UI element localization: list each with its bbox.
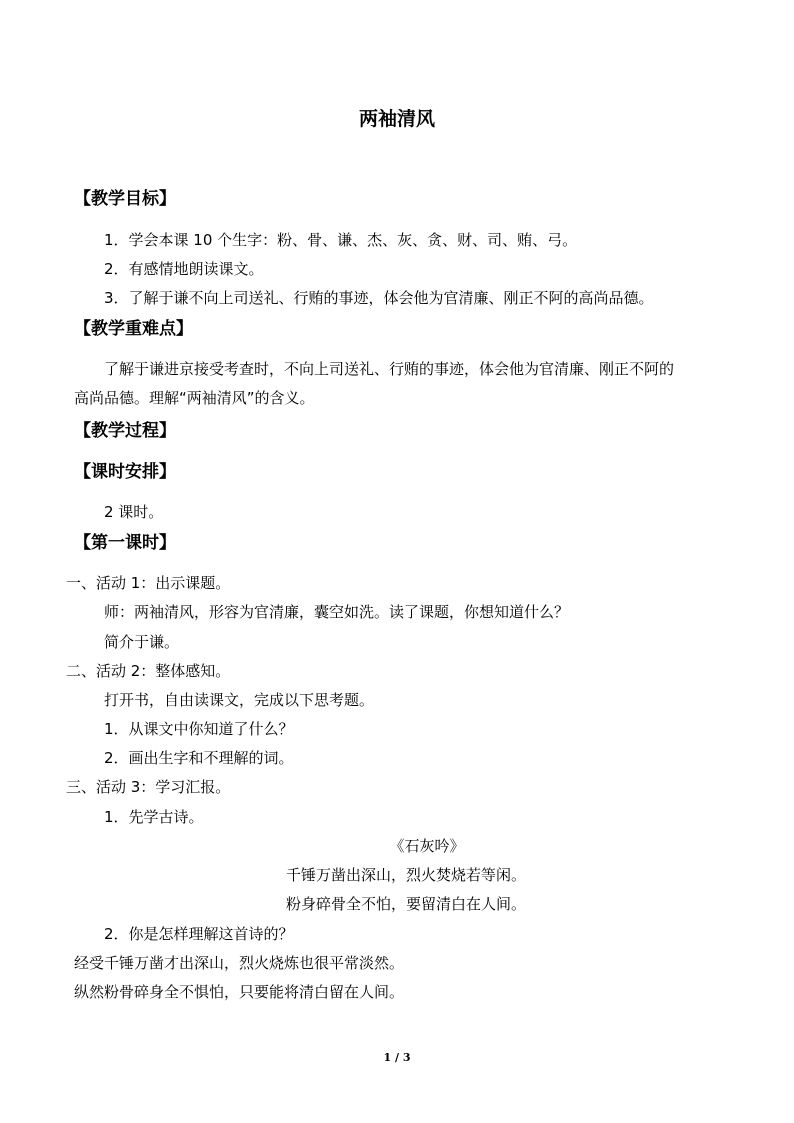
activity-3-line-1: 1．先学古诗。 — [104, 808, 204, 826]
key-points-line-1: 了解于谦进京接受考查时，不向上司送礼、行贿的事迹，体会他为官清廉、刚正不阿的 — [104, 360, 675, 378]
section-heading-process: 【教学过程】 — [74, 421, 176, 441]
poem-question: 2．你是怎样理解这首诗的？ — [104, 925, 294, 943]
activity-2-line-1: 打开书，自由读课文，完成以下思考题。 — [104, 691, 375, 709]
activity-2-line-2: 1．从课文中你知道了什么？ — [104, 720, 294, 738]
poem-title: 《石灰吟》 — [389, 837, 465, 855]
document-title: 两袖清风 — [358, 108, 435, 130]
poem-explanation-1: 经受千锤万凿才出深山，烈火烧炼也很平常淡然。 — [74, 954, 405, 972]
activity-1-line-2: 简介于谦。 — [104, 633, 180, 651]
poem-line-2: 粉身碎骨全不怕，要留清白在人间。 — [286, 895, 527, 913]
activity-2-heading: 二、活动 2：整体感知。 — [66, 662, 231, 680]
activity-1-line-1: 师：两袖清风，形容为官清廉，囊空如洗。读了课题，你想知道什么？ — [104, 603, 570, 621]
poem-line-1: 千锤万凿出深山，烈火焚烧若等闲。 — [286, 866, 527, 884]
section-heading-goals: 【教学目标】 — [74, 189, 176, 209]
activity-2-line-3: 2．画出生字和不理解的词。 — [104, 749, 294, 767]
section-heading-first-lesson: 【第一课时】 — [74, 533, 176, 553]
activity-1-heading: 一、活动 1：出示课题。 — [66, 574, 231, 592]
schedule-text: 2 课时。 — [104, 503, 164, 521]
activity-3-heading: 三、活动 3：学习汇报。 — [66, 778, 231, 796]
key-points-line-2: 高尚品德。理解“两袖清风”的含义。 — [74, 389, 315, 407]
page-number: 1 / 3 — [383, 1051, 411, 1064]
goal-item-2: 2．有感情地朗读课文。 — [104, 260, 264, 278]
goal-item-3: 3．了解于谦不向上司送礼、行贿的事迹，体会他为官清廉、刚正不阿的高尚品德。 — [104, 289, 654, 307]
section-heading-schedule: 【课时安排】 — [74, 462, 176, 482]
goal-item-1: 1．学会本课 10 个生字：粉、骨、谦、杰、灰、贪、财、司、贿、弓。 — [104, 231, 578, 249]
poem-explanation-2: 纵然粉骨碎身全不惧怕，只要能将清白留在人间。 — [74, 983, 405, 1001]
section-heading-key-points: 【教学重难点】 — [74, 319, 193, 339]
